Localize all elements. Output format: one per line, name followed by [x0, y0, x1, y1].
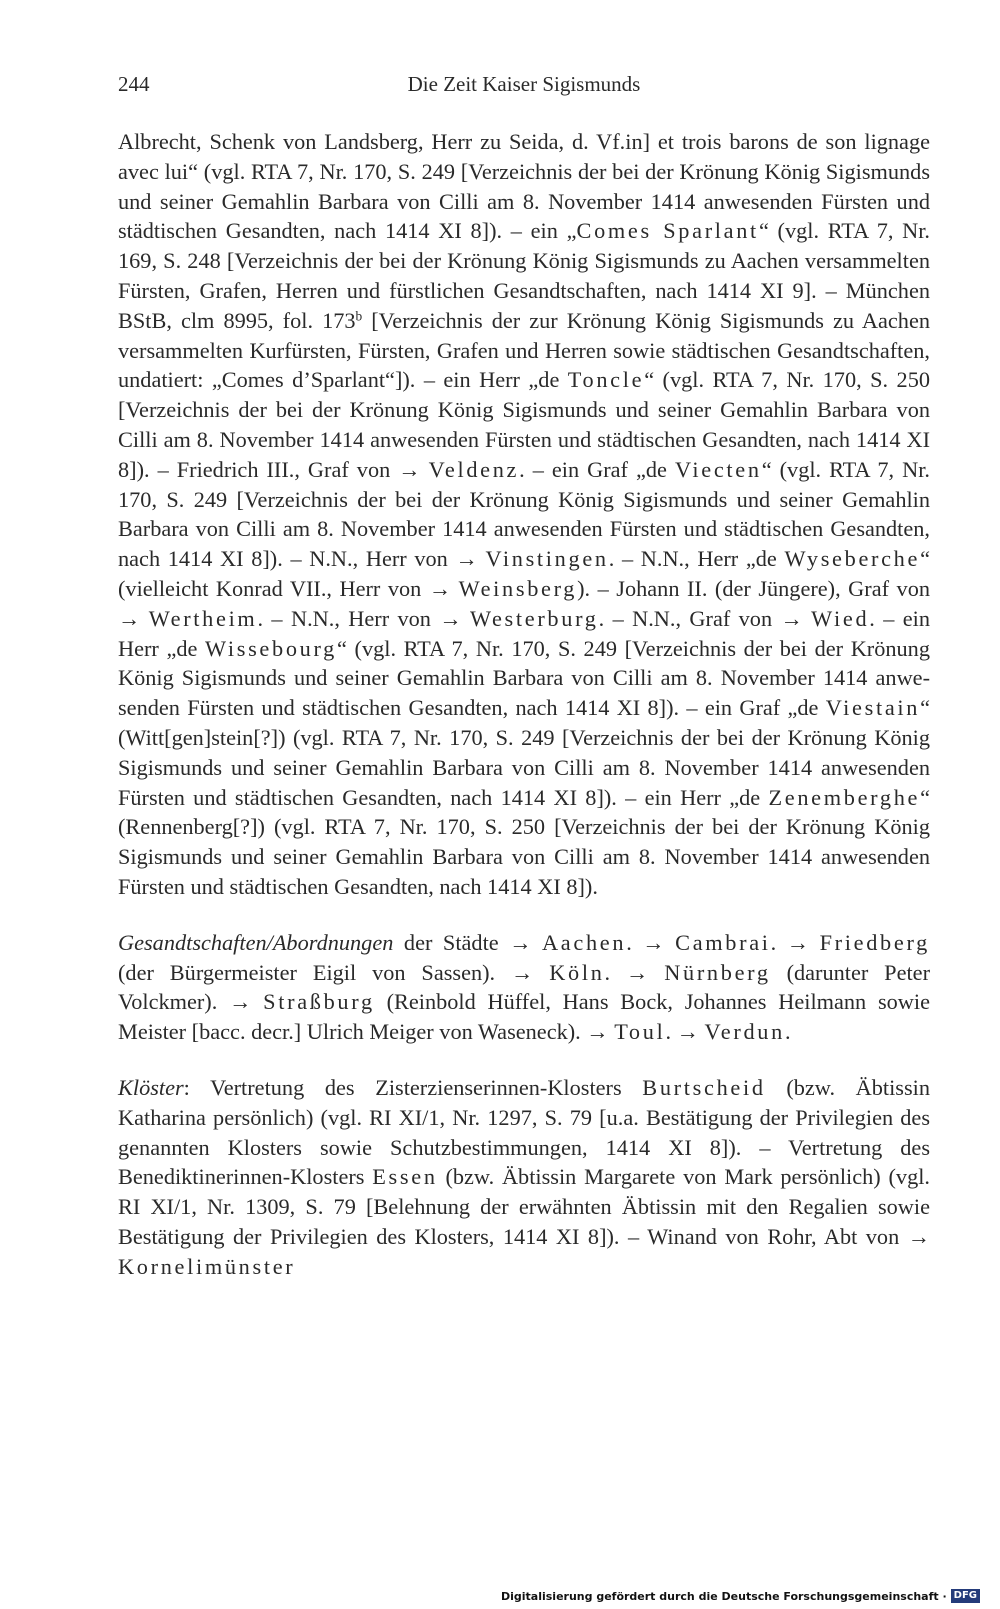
running-head — [118, 72, 930, 102]
paragraph-delegations — [118, 928, 930, 1047]
text-run: (darunter Peter Volckmer). → — [118, 959, 930, 1015]
spaced-name: Westerburg — [470, 605, 599, 631]
superscript: b — [355, 308, 363, 324]
spaced-name: Essen — [372, 1164, 438, 1190]
digitization-credit — [501, 1587, 980, 1605]
text-run: . — [784, 1019, 791, 1045]
spaced-name: Wissebourg — [205, 635, 338, 661]
text-run: . – N.N., Graf von → — [598, 605, 812, 631]
spaced-name: Comes Sparlant — [576, 218, 759, 244]
text-run: Albrecht, Schenk von Landsberg, Herr zu Seida, d. Vf.in] et trois barons de son lignage avec lui“ (vgl. RTA 7, Nr. 170, S. 249 [Verzeichnis der bei der Krönung König Sigismunds und seiner Gemahlin Barbara von Cilli am 8. November 1414 anwesenden Fürsten und städtischen Gesandten, nach 1414 XI 8]). – ein „ — [118, 129, 930, 244]
spaced-name: Toncle — [567, 367, 645, 393]
text-run: . – ein Graf „de — [519, 456, 675, 482]
credit-text: Digitalisierung gefördert durch die Deutsche Forschungsgemeinschaft · — [500, 1589, 947, 1603]
paragraph-participants — [118, 127, 930, 902]
text-run: . → — [770, 929, 820, 955]
text-run: (der Bürgermeister Eigil von Sassen). → — [118, 959, 550, 985]
italic-heading: Gesandtschaften/Abordnungen — [118, 929, 394, 955]
running-title: Die Zeit Kaiser Sigismunds — [407, 72, 641, 96]
text-run: : Vertretung des Zisterzienserinnen-Klosters — [183, 1074, 643, 1100]
spaced-name: Wyseberche — [784, 546, 921, 572]
italic-heading: Klöster — [118, 1074, 184, 1100]
text-run: “ (vielleicht Konrad VII., Herr von → — [118, 546, 930, 601]
text-run: . → — [626, 929, 676, 955]
text-run: ). – Johann II. (der Jüngere), Graf von → — [118, 575, 930, 631]
spaced-name: Burtscheid — [642, 1074, 766, 1100]
text-run: . – ein Herr „de — [118, 605, 931, 661]
text-run: “ (Witt[gen]stein[?]) (vgl. RTA 7, Nr. 170, S. 249 [Verzeichnis der bei der Krönung König Sigismunds und seiner Gemahlin Barbara von Cilli am 8. November 1414 anwesenden Fürsten und städtischen Gesandten, nach 1414 XI 8]). – ein Herr „de — [118, 695, 930, 810]
text-run: “ (Rennenberg[?]) (vgl. RTA 7, Nr. 170, S. 250 [Verzeichnis der bei der Krönung König Sigismunds und seiner Gemahlin Barbara von Cilli am 8. November 1414 anwesenden Fürsten und städtischen Gesandten, nach 1414 XI 8]). — [118, 784, 930, 899]
paragraph-monasteries — [118, 1073, 930, 1282]
spaced-name: Wertheim — [148, 605, 258, 631]
text-run: der Städte → — [393, 929, 543, 955]
spaced-name: Vinstingen — [485, 546, 609, 572]
spaced-name: Weinsberg — [458, 575, 578, 601]
spaced-name: Zenemberghe — [768, 784, 921, 810]
spaced-name: Aachen — [542, 929, 627, 955]
text-run: (bzw. Äbtissin Margarete von Mark persönlich) (vgl. RI XI/1, Nr. 1309, S. 79 [Belehnung der erwähnten Äbtissin mit den Regalien sowie Bestätigung der Privilegien des Klosters, 1414 XI 8]). – Winand von Rohr, Abt von → — [118, 1164, 930, 1249]
spaced-name: Kornelimünster — [118, 1253, 296, 1279]
text-run: “ (vgl. RTA 7, Nr. 170, S. 249 [Verzeichnis der bei der Krönung König Sigismunds und seiner Gemahlin Barbara von Cilli am 8. November 1414 anwesenden Fürsten und städtischen Gesandten, nach 1414 XI 8]). – N.N., Herr von → — [118, 456, 930, 572]
dfg-logo: DFG — [951, 1589, 980, 1603]
spaced-name: Viecten — [674, 456, 762, 482]
spaced-name: Viestain — [825, 695, 921, 721]
text-run: . → — [665, 1019, 705, 1045]
text-run: [Verzeichnis der zur Krönung König Sigismunds zu Aachen versammelten Kurfürsten, Fürsten, Grafen und Herren sowie städtischen Gesandtschaften, undatiert: „Comes d’Sparlant“]). – ein Herr „de — [118, 307, 930, 393]
spaced-name: Friedberg — [819, 929, 930, 955]
text-run: . – N.N., Herr „de — [608, 546, 785, 572]
spaced-name: Toul — [614, 1019, 666, 1045]
text-run: . → — [604, 959, 665, 985]
text-run: “ (vgl. RTA 7, Nr. 169, S. 248 [Verzeichnis der bei der Krönung König Sigismunds zu Aachen versammelten Fürsten, Grafen, Herren und fürstlichen Gesandtschaften, nach 1414 XI 9]. – München BStB, clm 8995, fol. 173 — [118, 218, 930, 333]
text-run: “ (vgl. RTA 7, Nr. 170, S. 249 [Verzeichnis der bei der Krönung König Sigismunds und seiner Gemahlin Barbara von Cilli am 8. November 1414 anwesenden Fürsten und städtischen Gesandten, nach 1414 XI 8]). – ein Graf „de — [118, 635, 930, 721]
text-run: (bzw. Äbtissin Katharina persönlich) (vgl. RI XI/1, Nr. 1297, S. 79 [u.a. Bestätigung der Privilegien des genannten Klosters sowie Schutzbestimmungen, 1414 XI 8]). – Vertretung des Benediktinerinnen-Klosters — [118, 1074, 930, 1190]
page-body — [118, 127, 930, 1281]
spaced-name: Nürnberg — [664, 959, 771, 985]
spaced-name: Veldenz — [428, 456, 520, 482]
spaced-name: Köln — [549, 959, 605, 985]
text-run: “ (vgl. RTA 7, Nr. 170, S. 250 [Verzeichnis der bei der Krönung König Sigismunds und seiner Gemahlin Barbara von Cilli am 8. November 1414 anwesenden Fürsten und städtischen Gesandten, nach 1414 XI 8]). – Friedrich III., Graf von → — [118, 367, 930, 482]
spaced-name: Verdun — [704, 1019, 785, 1045]
text-run: . – N.N., Herr von → — [257, 605, 471, 631]
spaced-name: Wied — [811, 605, 870, 631]
spaced-name: Straßburg — [263, 989, 375, 1015]
page-number: 244 — [118, 72, 150, 96]
text-run: (Reinbold Hüffel, Hans Bock, Johannes Heilmann sowie Meister [bacc. decr.] Ulrich Meiger von Waseneck). → — [118, 989, 930, 1045]
spaced-name: Cambrai — [675, 929, 771, 955]
